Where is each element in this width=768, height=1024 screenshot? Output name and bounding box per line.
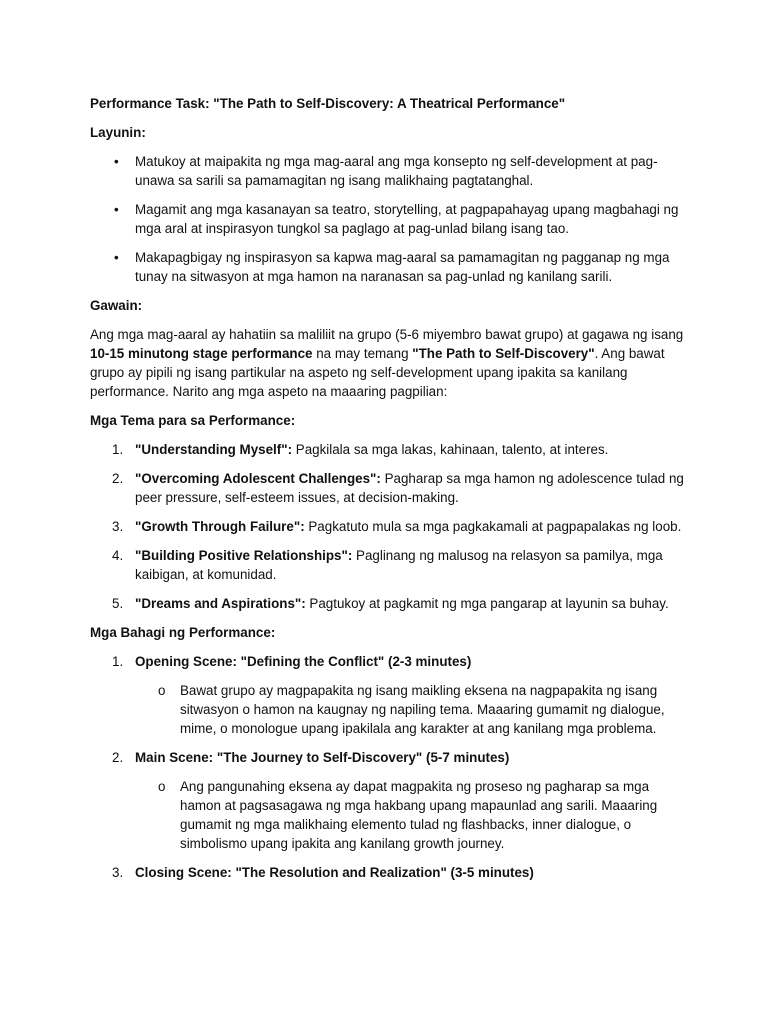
list-item [90,748,688,853]
scene-sublist [135,681,688,738]
list-item-text: Magamit ang mga kasanayan sa teatro, storytelling, at pagpapahayag upang magbahagi ng mga aral at inspirasyon tungkol sa paglago at pag-unlad bilang isang tao. [135,202,679,236]
tema-description: Pagkilala sa mga lakas, kahinaan, talento, at interes. [292,442,609,457]
sub-list-item [135,777,688,853]
bullet-icon: • [114,202,119,217]
tema-description: Pagtukoy at pagkamit ng mga pangarap at layunin sa buhay. [305,596,669,611]
circle-bullet-icon: o [158,683,166,698]
tema-description: Pagharap sa mga hamon ng adolescence tulad ng peer pressure, self-esteem issues, at decision-making. [135,471,684,505]
list-number: 2. [112,471,124,486]
list-item-text: Matukoy at maipakita ng mga mag-aaral ang mga konsepto ng self-development at pag-unawa sa sarili sa pamamagitan ng isang malikhaing pagtatanghal. [135,154,658,188]
bullet-icon: • [114,250,119,265]
layunin-heading: Layunin: [90,125,146,140]
list-number: 2. [112,750,124,765]
tema-description: Paglinang ng malusog na relasyon sa pamilya, mga kaibigan, at komunidad. [135,548,663,582]
scene-title: Main Scene: "The Journey to Self-Discovery" (5-7 minutes) [135,750,510,765]
scene-description: Bawat grupo ay magpapakita ng isang maikling eksena na nagpapakita ng isang sitwasyon o hamon na kaugnay ng napiling tema. Maaaring gumamit ng dialogue, mime, o monologue upang ipakilala ang karakter at ang kanilang mga problema. [180,683,665,736]
gawain-text-3: . Ang bawat grupo ay pipili ng isang partikular na aspeto ng self-development upang ipakita sa kanilang performance. Narito ang mga aspeto na maaaring pagpilian: [90,346,665,399]
scene-sublist [135,777,688,853]
list-number: 4. [112,548,124,563]
gawain-text-1: Ang mga mag-aaral ay hahatiin sa maliliit na grupo (5-6 miyembro bawat grupo) at gagawa ng isang [90,327,684,342]
tema-title: "Overcoming Adolescent Challenges": [135,471,381,486]
list-number: 1. [112,654,124,669]
circle-bullet-icon: o [158,779,166,794]
scene-title: Opening Scene: "Defining the Conflict" (2-3 minutes) [135,654,472,669]
gawain-text-2: na may temang [312,346,413,361]
bullet-icon: • [114,154,119,169]
gawain-heading: Gawain: [90,298,143,313]
scene-description: Ang pangunahing eksena ay dapat magpakita ng proseso ng pagharap sa mga hamon at pagsasagawa ng mga hakbang upang mapaunlad ang sarili. Maaaring gumamit ng mga malikhaing elemento tulad ng flashbacks, inner dialogue, o simbolismo upang ipakita ang kanilang growth journey. [180,779,658,851]
list-item [90,594,688,613]
gawain-bold-duration: 10-15 minutong stage performance [90,346,313,361]
list-item [90,652,688,738]
list-number: 3. [112,519,124,534]
tema-title: "Understanding Myself": [135,442,293,457]
list-item [90,152,688,190]
bahagi-list [90,652,688,882]
bahagi-heading: Mga Bahagi ng Performance: [90,625,276,640]
list-number: 5. [112,596,124,611]
layunin-list [90,152,688,286]
gawain-bold-theme: "The Path to Self-Discovery" [412,346,595,361]
sub-list-item [135,681,688,738]
tema-description: Pagkatuto mula sa mga pagkakamali at pagpapalakas ng loob. [304,519,682,534]
list-item [90,517,688,536]
list-number: 3. [112,865,124,880]
list-item [90,248,688,286]
tema-title: "Building Positive Relationships": [135,548,353,563]
tema-title: "Dreams and Aspirations": [135,596,306,611]
list-item [90,863,688,882]
list-number: 1. [112,442,124,457]
gawain-paragraph [90,325,688,401]
list-item [90,546,688,584]
list-item [90,469,688,507]
list-item-text: Makapagbigay ng inspirasyon sa kapwa mag-aaral sa pamamagitan ng pagganap ng mga tunay na sitwasyon at mga hamon na naranasan sa pag-unlad ng kanilang sarili. [135,250,670,284]
scene-title: Closing Scene: "The Resolution and Realization" (3-5 minutes) [135,865,534,880]
tema-list [90,440,688,613]
page-title: Performance Task: "The Path to Self-Discovery: A Theatrical Performance" [90,96,566,111]
list-item [90,440,688,459]
list-item [90,200,688,238]
tema-title: "Growth Through Failure": [135,519,305,534]
tema-heading: Mga Tema para sa Performance: [90,413,296,428]
